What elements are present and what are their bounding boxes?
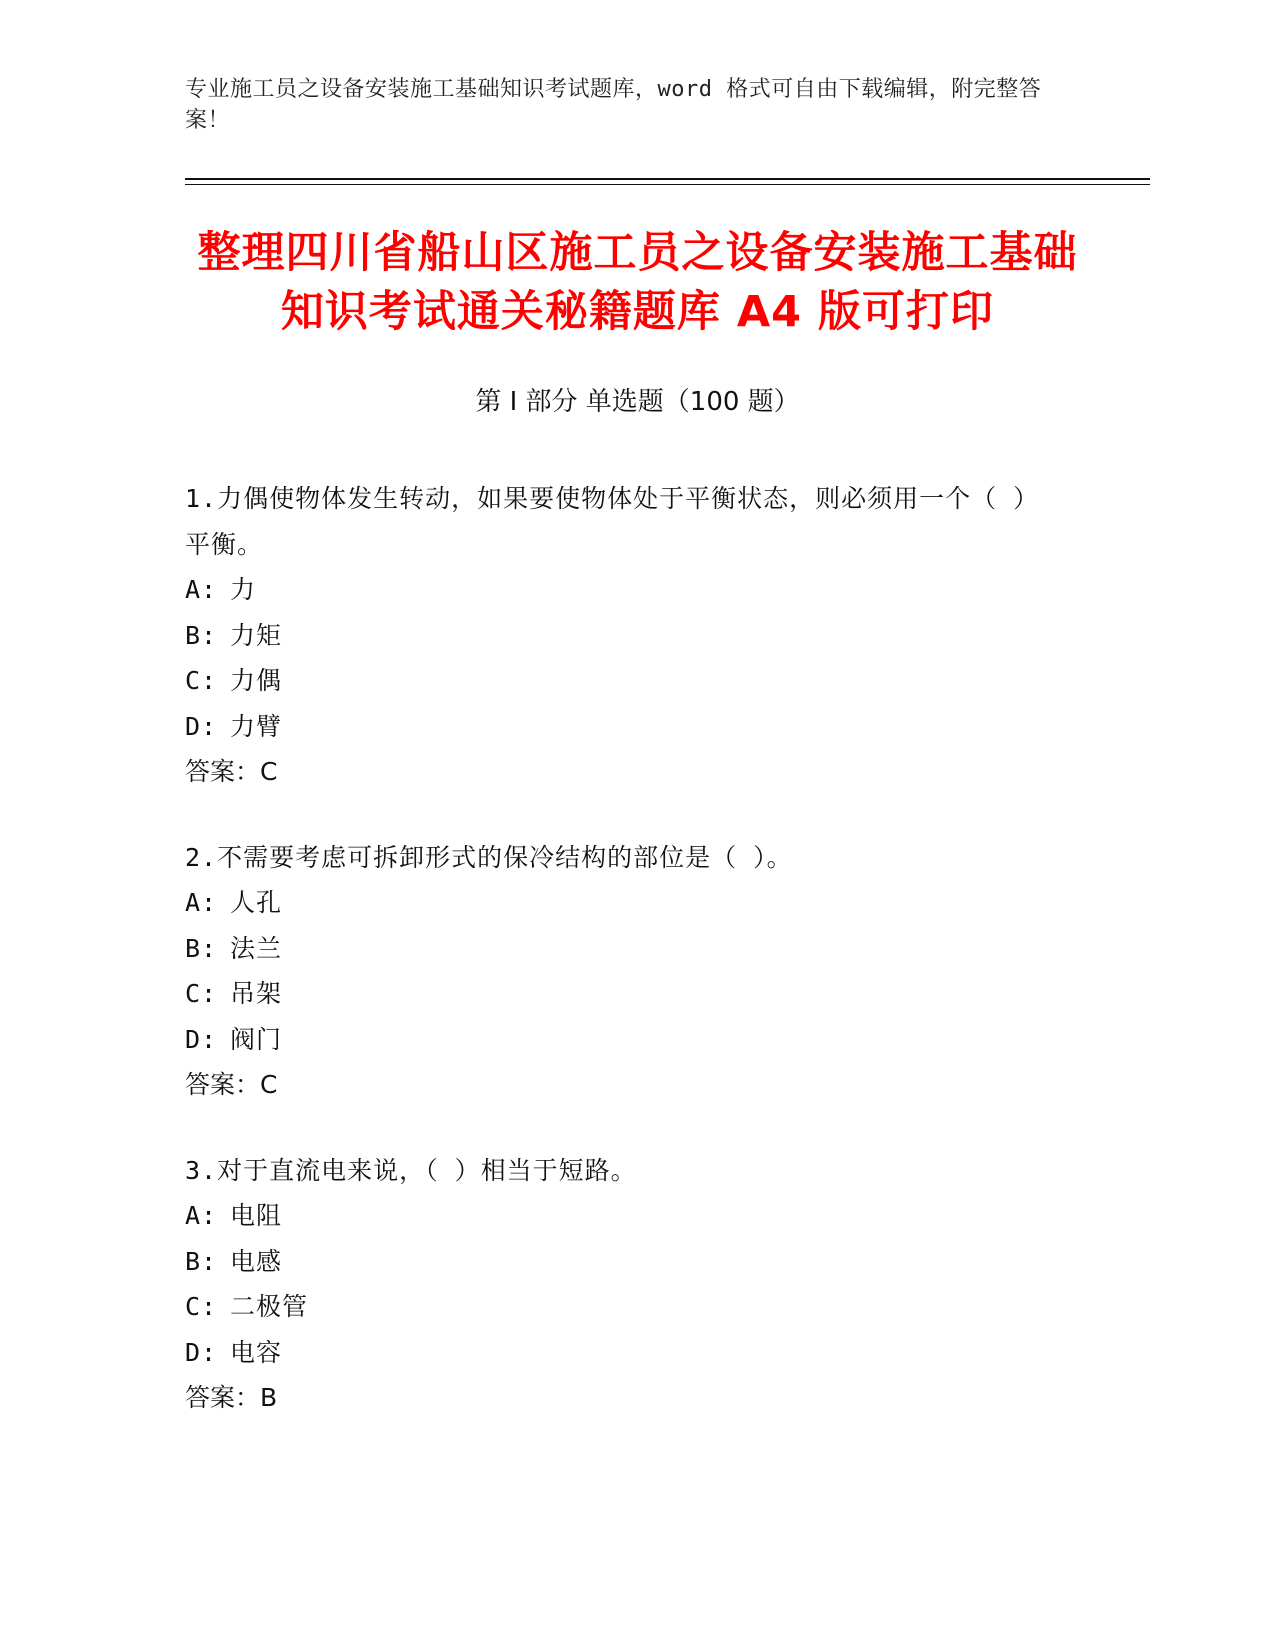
option-key: D: bbox=[185, 1024, 218, 1054]
option-a bbox=[185, 880, 1090, 926]
option-key: A: bbox=[185, 888, 218, 917]
option-b bbox=[185, 1239, 1090, 1285]
option-text: 力 bbox=[230, 575, 257, 604]
option-text: 二极管 bbox=[230, 1292, 309, 1321]
document-title: 整理四川省船山区施工员之设备安装施工基础知识考试通关秘籍题库 A4 版可打印 bbox=[197, 228, 1078, 337]
answer: 答案：B bbox=[185, 1383, 278, 1412]
option-key: C: bbox=[185, 1292, 218, 1321]
option-b bbox=[185, 613, 1090, 659]
header-note: 专业施工员之设备安装施工基础知识考试题库，word 格式可自由下载编辑，附完整答案！ bbox=[185, 77, 1042, 133]
option-text: 力矩 bbox=[230, 620, 283, 650]
option-text: 力臂 bbox=[230, 711, 283, 741]
option-key: D: bbox=[185, 1337, 218, 1367]
option-a bbox=[185, 567, 1090, 613]
option-key: C: bbox=[185, 666, 218, 695]
header-divider-thick bbox=[185, 178, 1150, 180]
option-d bbox=[185, 1330, 1090, 1376]
option-c bbox=[185, 658, 1090, 704]
option-b bbox=[185, 926, 1090, 972]
option-key: B: bbox=[185, 933, 218, 963]
section-title: 第 I 部分 单选题（100 题） bbox=[475, 387, 800, 417]
option-text: 电阻 bbox=[230, 1201, 283, 1230]
option-d bbox=[185, 704, 1090, 750]
question-stem: 1.力偶使物体发生转动，如果要使物体处于平衡状态，则必须用一个（ ）平衡。 bbox=[185, 484, 1040, 559]
option-text: 法兰 bbox=[230, 933, 283, 963]
question-stem: 3.对于直流电来说，（ ）相当于短路。 bbox=[185, 1155, 637, 1185]
option-d bbox=[185, 1017, 1090, 1063]
header-divider-thin bbox=[185, 184, 1150, 185]
option-text: 力偶 bbox=[230, 666, 283, 695]
option-key: D: bbox=[185, 711, 218, 741]
option-key: B: bbox=[185, 620, 218, 650]
option-text: 人孔 bbox=[230, 888, 283, 917]
option-c bbox=[185, 1284, 1090, 1330]
option-c bbox=[185, 971, 1090, 1017]
option-text: 阀门 bbox=[230, 1024, 283, 1054]
question-stem: 2.不需要考虑可拆卸形式的保冷结构的部位是（ ）。 bbox=[185, 842, 793, 872]
option-key: A: bbox=[185, 1201, 218, 1230]
option-text: 电感 bbox=[230, 1246, 283, 1276]
answer: 答案：C bbox=[185, 757, 278, 786]
question-2 bbox=[185, 835, 1090, 1108]
option-key: A: bbox=[185, 575, 218, 604]
option-key: C: bbox=[185, 979, 218, 1008]
option-text: 电容 bbox=[230, 1337, 283, 1367]
option-text: 吊架 bbox=[230, 979, 283, 1008]
question-list bbox=[185, 476, 1090, 1461]
question-3 bbox=[185, 1148, 1090, 1421]
answer: 答案：C bbox=[185, 1070, 278, 1099]
question-1 bbox=[185, 476, 1090, 795]
option-a bbox=[185, 1193, 1090, 1239]
option-key: B: bbox=[185, 1246, 218, 1276]
